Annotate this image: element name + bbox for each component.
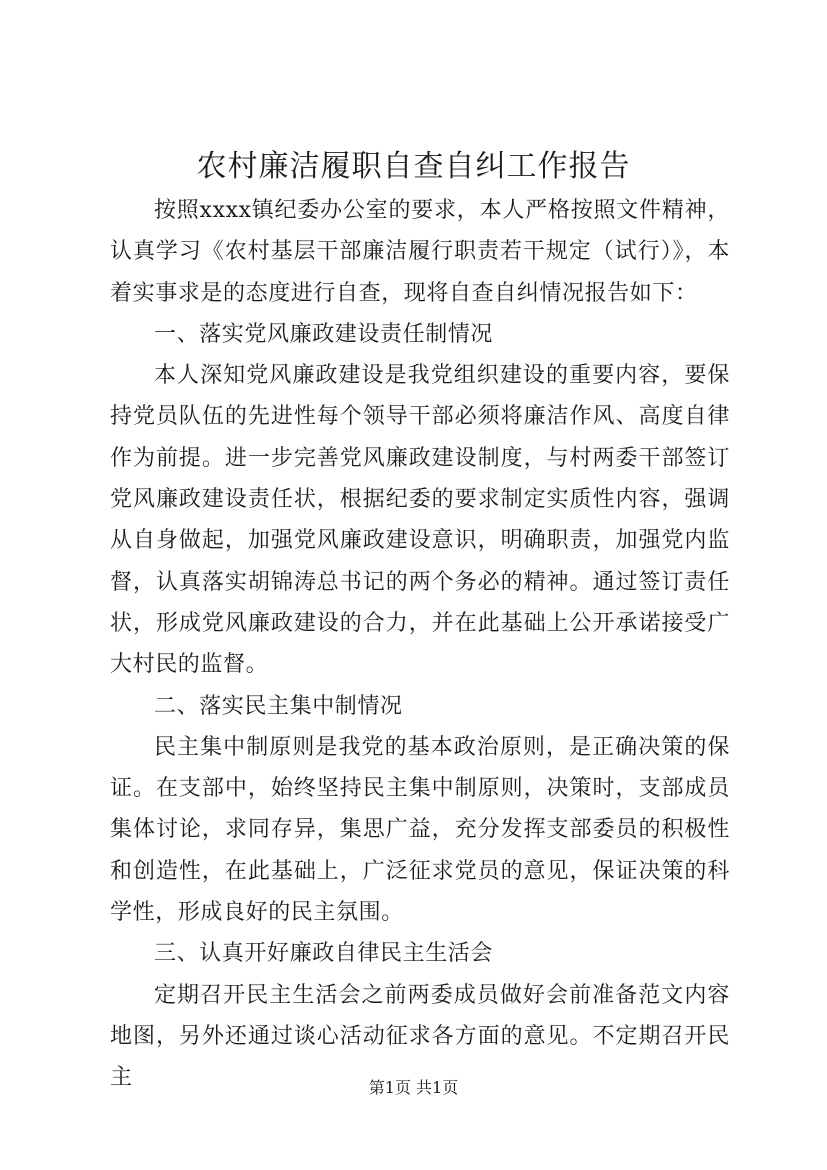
section-heading-1: 一、落实党风廉政建设责任制情况 bbox=[154, 321, 494, 347]
document-body bbox=[110, 190, 730, 1099]
section-3-paragraph: 定期召开民主生活会之前两委成员做好会前准备范文内容地图，另外还通过谈心活动征求各方面的意见。不定期召开民主 bbox=[110, 982, 730, 1091]
section-2-paragraph: 民主集中制原则是我党的基本政治原则，是正确决策的保证。在支部中，始终坚持民主集中制原则，决策时，支部成员集体讨论，求同存异，集思广益，充分发挥支部委员的积极性和创造性，在此基础上，广泛征求党员的意见，保证决策的科学性，形成良好的民主氛围。 bbox=[110, 734, 730, 926]
section-heading-2: 二、落实民主集中制情况 bbox=[154, 693, 403, 719]
document-title: 农村廉洁履职自查自纠工作报告 bbox=[196, 149, 631, 184]
section-1-paragraph: 本人深知党风廉政建设是我党组织建设的重要内容，要保持党员队伍的先进性每个领导干部必须将廉洁作风、高度自律作为前提。进一步完善党风廉政建设制度，与村两委干部签订党风廉政建设责任状，根据纪委的要求制定实质性内容，强调从自身做起，加强党风廉政建设意识，明确职责，加强党内监督，认真落实胡锦涛总书记的两个务必的精神。通过签订责任状，形成党风廉政建设的合力，并在此基础上公开承诺接受广大村民的监督。 bbox=[110, 363, 730, 678]
intro-paragraph: 按照xxxx镇纪委办公室的要求，本人严格按照文件精神，认真学习《农村基层干部廉洁履行职责若干规定（试行）》，本着实事求是的态度进行自查，现将自查自纠情况报告如下： bbox=[110, 198, 730, 306]
section-heading-3: 三、认真开好廉政自律民主生活会 bbox=[154, 941, 494, 967]
page-number-footer: 第1页 共1页 bbox=[368, 1078, 459, 1097]
